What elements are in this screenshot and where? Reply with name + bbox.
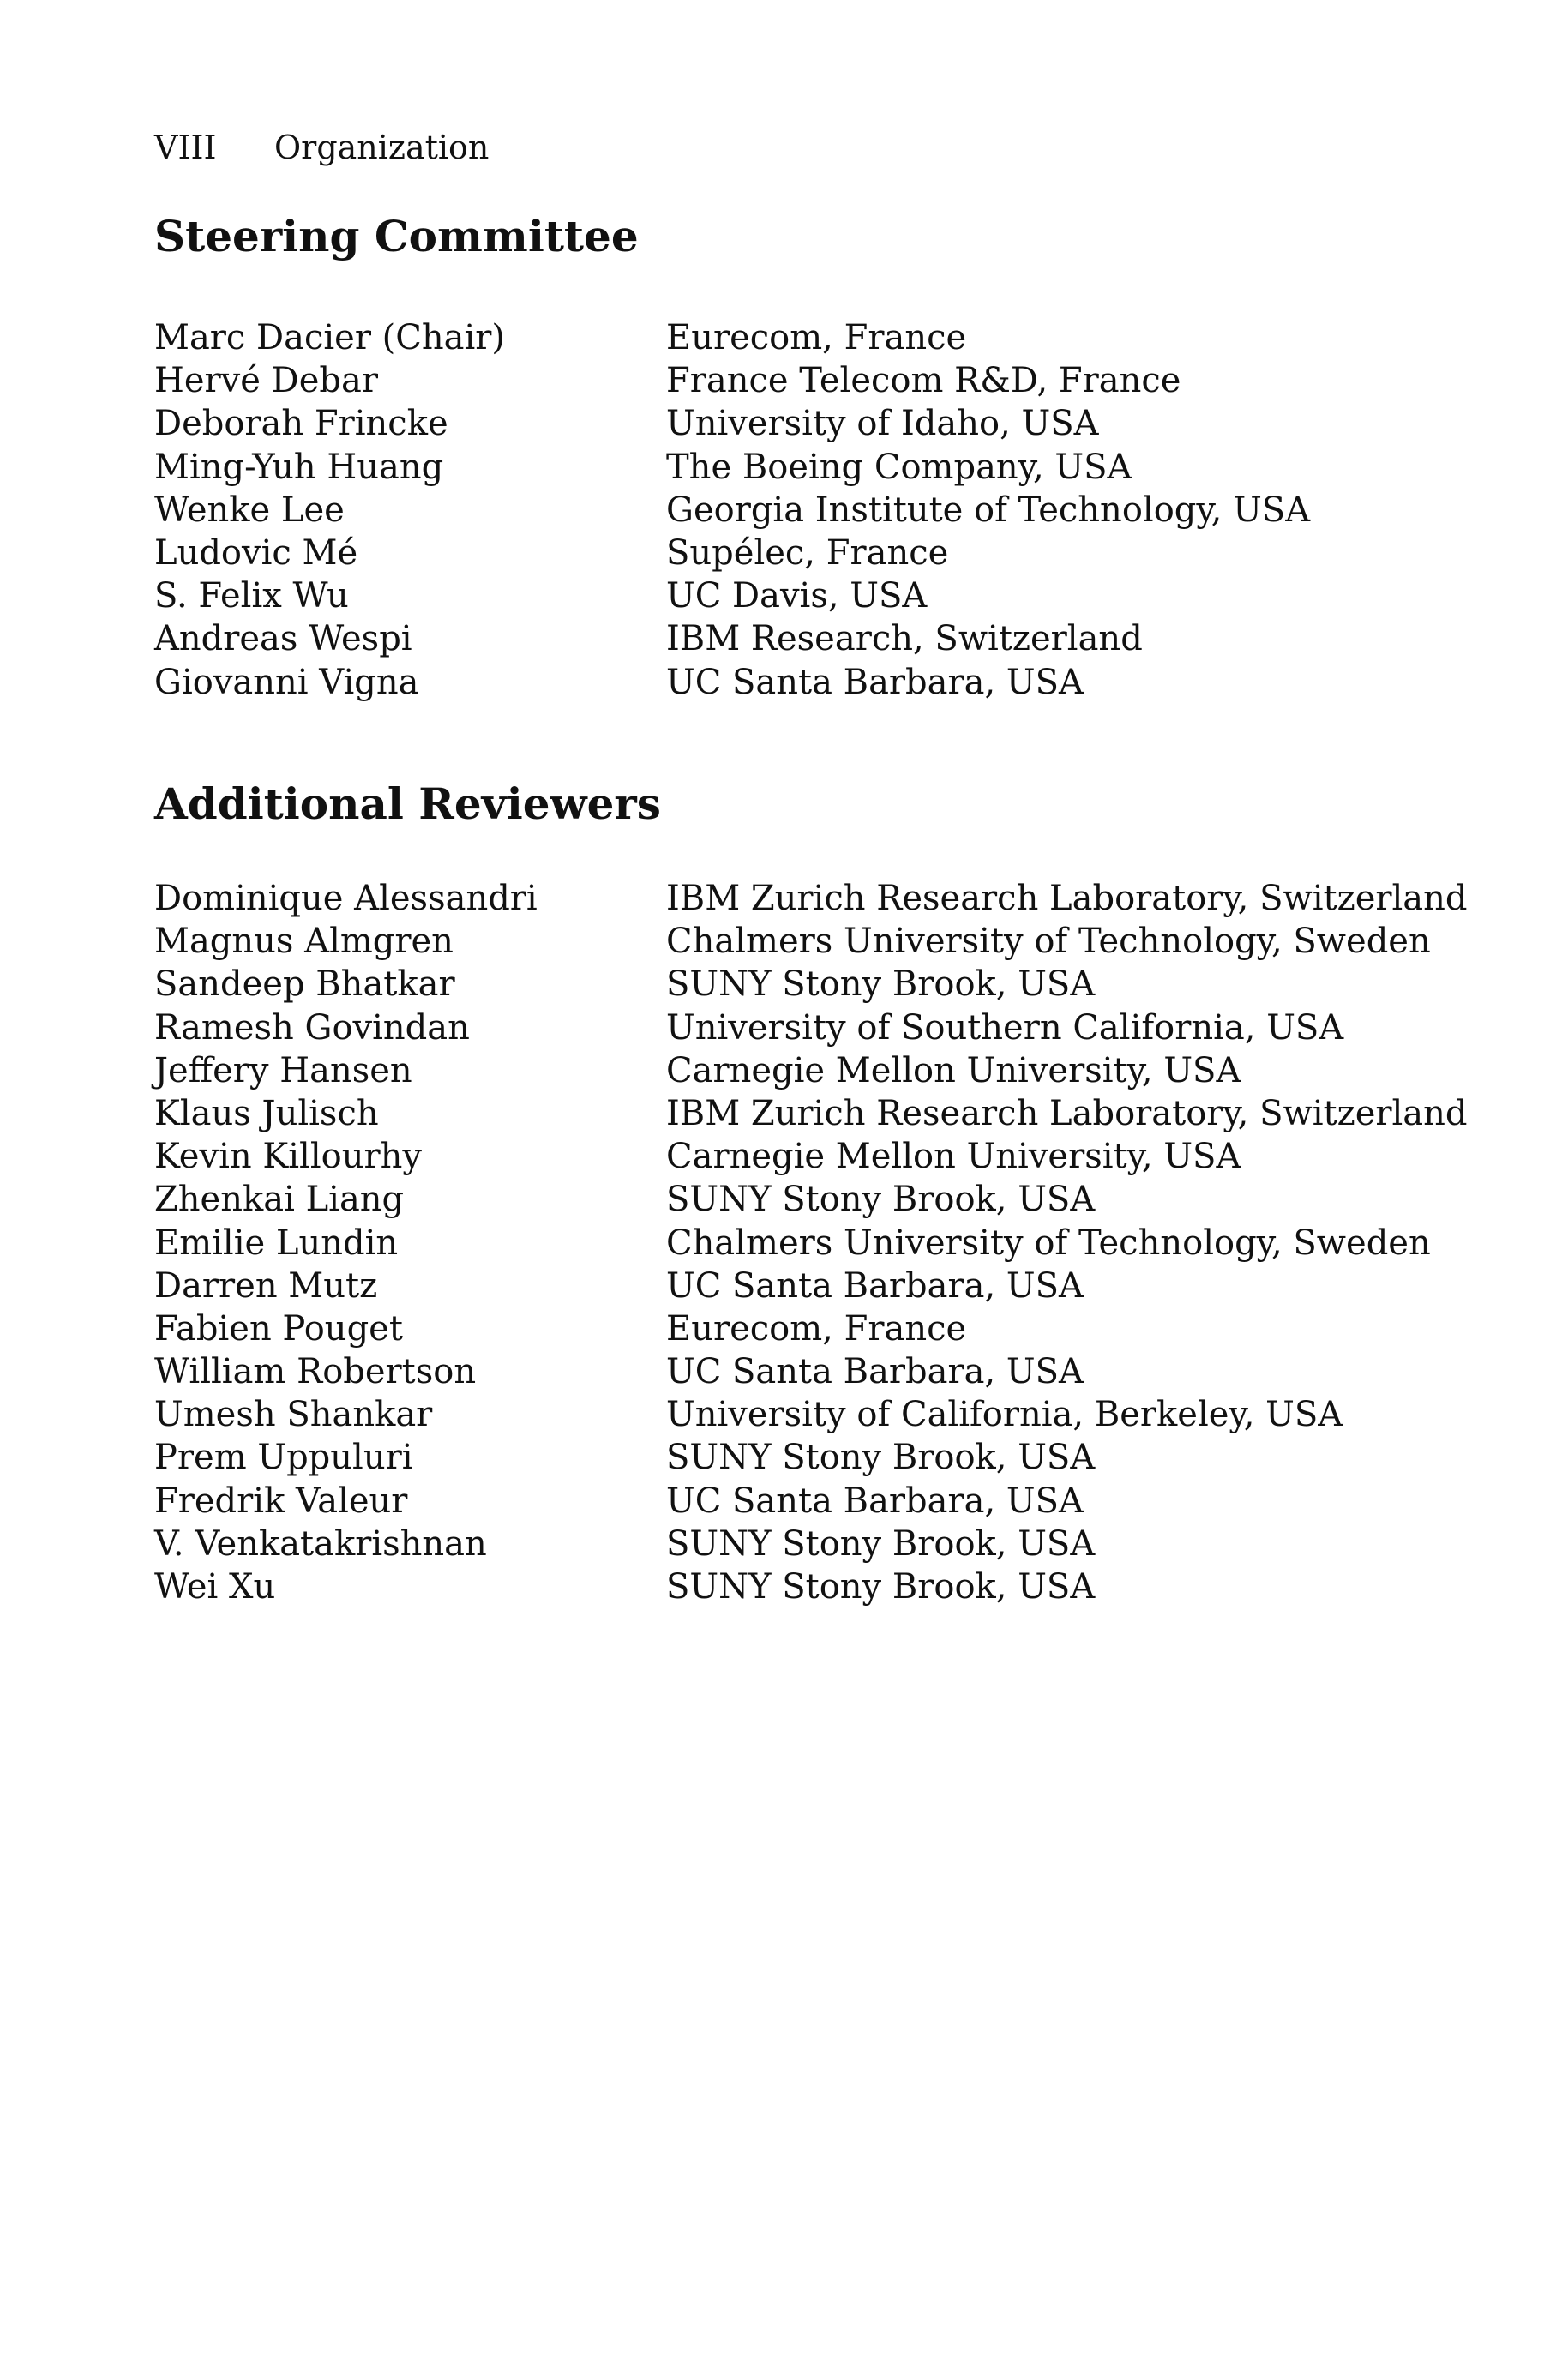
list-item [154, 1436, 1440, 1479]
member-affiliation: University of Idaho, USA [666, 404, 1099, 444]
list-item [154, 1222, 1440, 1265]
member-name: Kevin Killourhy [154, 1137, 422, 1177]
additional-reviewers-title: Additional Reviewers [154, 778, 661, 829]
member-name: Umesh Shankar [154, 1395, 433, 1435]
member-name: Zhenkai Liang [154, 1180, 405, 1220]
member-name: William Robertson [154, 1352, 477, 1392]
member-affiliation: SUNY Stony Brook, USA [666, 1523, 1096, 1564]
member-name: Prem Uppuluri [154, 1438, 413, 1478]
member-name: Hervé Debar [154, 361, 378, 401]
member-affiliation: France Telecom R&D, France [666, 361, 1181, 401]
list-item [154, 1178, 1440, 1221]
additional-reviewers-list [154, 877, 1468, 1608]
member-name: Wenke Lee [154, 490, 345, 530]
member-affiliation: IBM Research, Switzerland [666, 619, 1143, 659]
member-name: Fredrik Valeur [154, 1481, 408, 1521]
steering-committee-list [154, 316, 1440, 704]
list-item [154, 617, 1440, 660]
steering-committee-title: Steering Committee [154, 211, 639, 261]
page-number: VIII [154, 129, 217, 166]
member-affiliation: UC Santa Barbara, USA [666, 1265, 1084, 1306]
list-item [154, 1265, 1440, 1307]
running-head [154, 129, 489, 166]
member-name: Ming-Yuh Huang [154, 447, 444, 487]
list-item [154, 877, 1468, 920]
member-affiliation: IBM Zurich Research Laboratory, Switzerland [666, 879, 1468, 918]
list-item [154, 1049, 1440, 1092]
list-item [154, 1092, 1468, 1135]
member-name: Giovanni Vigna [154, 662, 419, 702]
member-name: Darren Mutz [154, 1265, 378, 1306]
list-item [154, 1565, 1440, 1608]
list-item [154, 402, 1440, 445]
member-name: Marc Dacier (Chair) [154, 318, 506, 357]
member-affiliation: University of Southern California, USA [666, 1007, 1344, 1048]
list-item [154, 359, 1440, 402]
member-affiliation: Carnegie Mellon University, USA [666, 1137, 1241, 1177]
member-name: Dominique Alessandri [154, 879, 538, 918]
member-affiliation: UC Santa Barbara, USA [666, 662, 1084, 702]
list-item [154, 532, 1440, 574]
member-affiliation: IBM Zurich Research Laboratory, Switzerland [666, 1093, 1468, 1133]
member-name: Wei Xu [154, 1567, 276, 1607]
list-item [154, 1523, 1440, 1565]
member-name: Klaus Julisch [154, 1093, 379, 1133]
member-affiliation: UC Santa Barbara, USA [666, 1352, 1084, 1392]
list-item [154, 489, 1440, 532]
member-affiliation: University of California, Berkeley, USA [666, 1395, 1343, 1435]
member-affiliation: SUNY Stony Brook, USA [666, 1180, 1096, 1220]
member-affiliation: Eurecom, France [666, 318, 967, 357]
list-item [154, 1350, 1440, 1393]
member-name: Ludovic Mé [154, 532, 358, 573]
member-affiliation: Chalmers University of Technology, Sweden [666, 1223, 1431, 1263]
member-affiliation: SUNY Stony Brook, USA [666, 1438, 1096, 1478]
member-name: V. Venkatakrishnan [154, 1523, 487, 1564]
list-item [154, 574, 1440, 617]
list-item [154, 1480, 1440, 1523]
list-item [154, 1135, 1440, 1178]
member-name: Andreas Wespi [154, 619, 412, 659]
member-affiliation: Eurecom, France [666, 1308, 967, 1349]
member-name: Jeffery Hansen [154, 1050, 412, 1090]
list-item [154, 661, 1440, 704]
list-item [154, 1307, 1440, 1350]
member-affiliation: Carnegie Mellon University, USA [666, 1050, 1241, 1090]
member-name: Ramesh Govindan [154, 1007, 470, 1048]
member-affiliation: Chalmers University of Technology, Sweden [666, 922, 1431, 962]
member-affiliation: SUNY Stony Brook, USA [666, 964, 1096, 1005]
member-name: Fabien Pouget [154, 1308, 403, 1349]
member-name: Deborah Frincke [154, 404, 448, 444]
member-name: Sandeep Bhatkar [154, 964, 455, 1005]
member-affiliation: The Boeing Company, USA [666, 447, 1132, 487]
running-title: Organization [274, 129, 490, 166]
member-name: Magnus Almgren [154, 922, 454, 962]
member-affiliation: Georgia Institute of Technology, USA [666, 490, 1311, 530]
member-affiliation: SUNY Stony Brook, USA [666, 1567, 1096, 1607]
list-item [154, 316, 1440, 359]
member-name: Emilie Lundin [154, 1223, 399, 1263]
list-item [154, 1393, 1440, 1436]
member-affiliation: UC Santa Barbara, USA [666, 1481, 1084, 1521]
list-item [154, 446, 1440, 489]
list-item [154, 1006, 1440, 1049]
list-item [154, 920, 1440, 963]
member-name: S. Felix Wu [154, 576, 349, 616]
list-item [154, 963, 1440, 1006]
member-affiliation: Supélec, France [666, 532, 949, 573]
member-affiliation: UC Davis, USA [666, 576, 928, 616]
